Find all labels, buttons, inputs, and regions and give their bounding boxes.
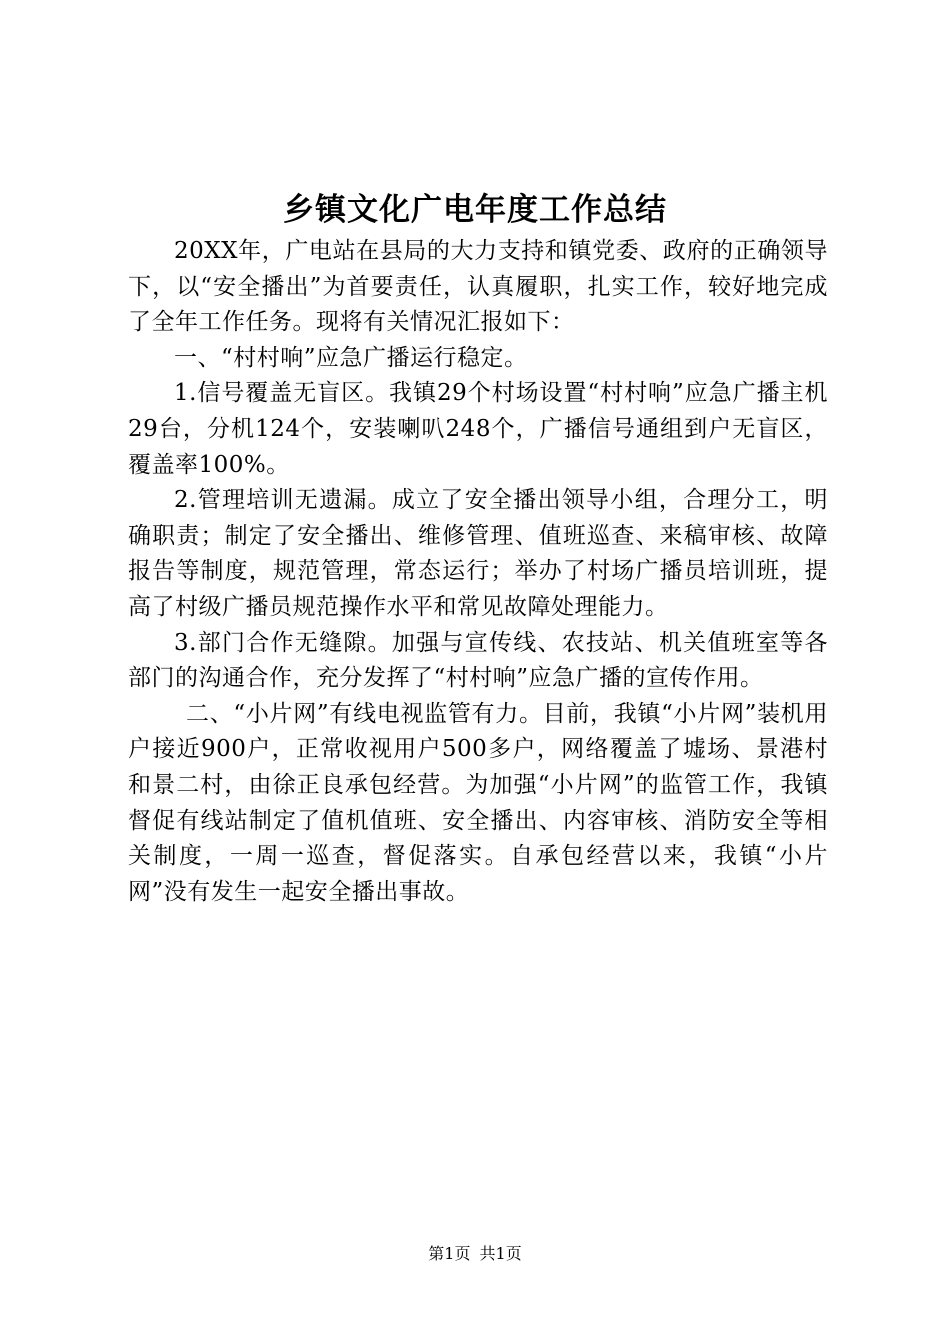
paragraph-section-1-heading: 一、“村村响”应急广播运行稳定。 [174, 344, 528, 371]
document-title: 乡镇文化广电年度工作总结 [283, 192, 667, 228]
paragraph-section-2: 二、“小片网”有线电视监管有力。目前，我镇“小片网”装机用户接近900户，正常收视用户500多户，网络覆盖了墟场、景港村和景二村，由徐正良承包经营。为加强“小片网”的监管工作，我镇督促有线站制定了值机值班、安全播出、内容审核、消防安全等相关制度，一周一巡查，督促落实。自承包经营以来，我镇“小片网”没有发生一起安全播出事故。 [128, 700, 828, 905]
page-total: 共1页 [479, 1244, 522, 1263]
paragraph-item-1: 1.信号覆盖无盲区。我镇29个村场设置“村村响”应急广播主机29台，分机124个，安装喇叭248个，广播信号通组到户无盲区，覆盖率100%。 [128, 380, 828, 478]
page-footer [0, 1242, 950, 1266]
document-body [128, 234, 828, 910]
paragraph-item-2: 2.管理培训无遗漏。成立了安全播出领导小组，合理分工，明确职责；制定了安全播出、维修管理、值班巡查、来稿审核、故障报告等制度，规范管理，常态运行；举办了村场广播员培训班，提高了村级广播员规范操作水平和常见故障处理能力。 [128, 487, 828, 620]
paragraph-intro: 20XX年，广电站在县局的大力支持和镇党委、政府的正确领导下，以“安全播出”为首要责任，认真履职，扎实工作，较好地完成了全年工作任务。现将有关情况汇报如下： [128, 238, 828, 336]
paragraph-item-3: 3.部门合作无缝隙。加强与宣传线、农技站、机关值班室等各部门的沟通合作，充分发挥了“村村响”应急广播的宣传作用。 [128, 629, 828, 692]
page-number: 第1页 [428, 1244, 471, 1263]
